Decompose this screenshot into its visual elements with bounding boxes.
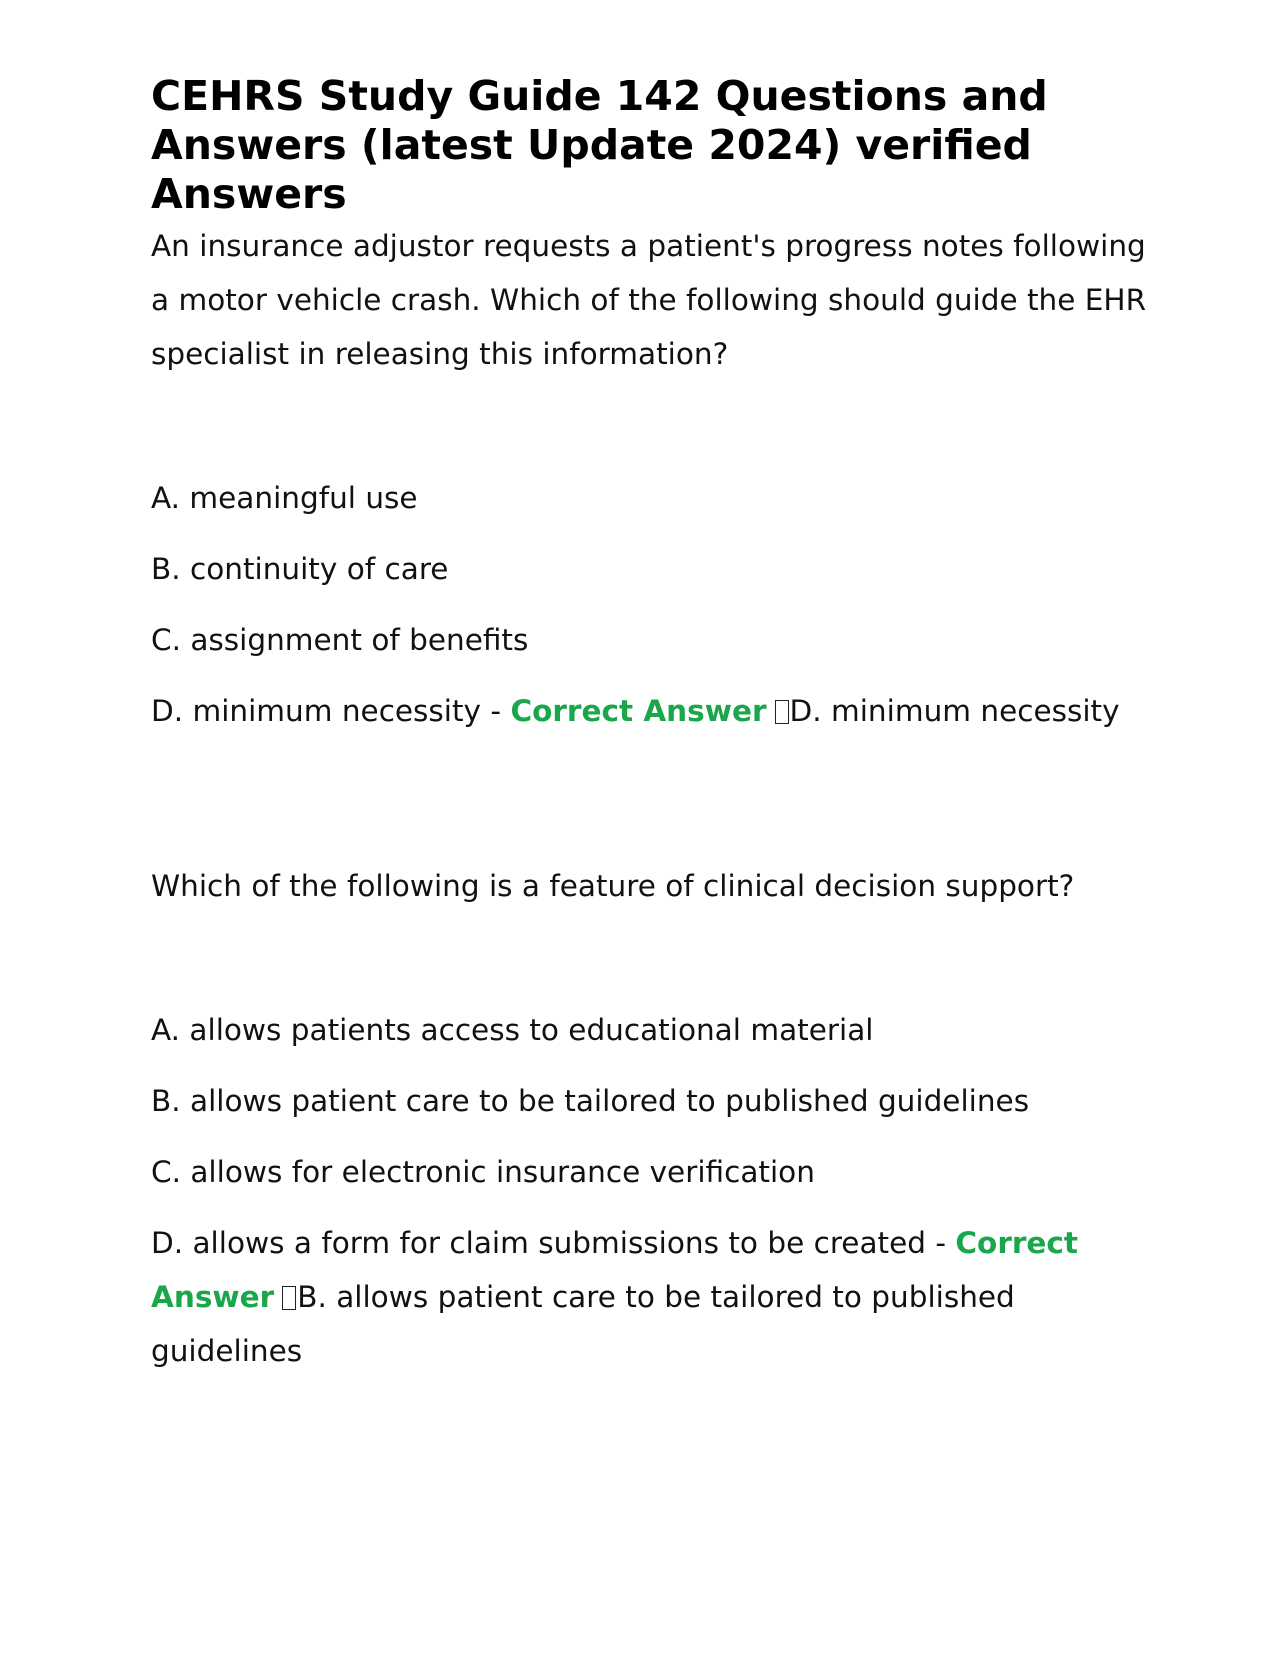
correct-answer-label: Correct Answer [151, 1226, 1079, 1314]
correct-answer-label: Correct Answer [510, 694, 767, 728]
question-block [151, 859, 1161, 1378]
spacer [151, 913, 1161, 1003]
correct-answer-text: D. minimum necessity [789, 694, 1120, 728]
option-b: B. allows patient care to be tailored to published guidelines [151, 1084, 1030, 1118]
spacer [151, 755, 1161, 859]
document-title: CEHRS Study Guide 142 Questions and Answers (latest Update 2024) verified Answers [151, 72, 1048, 218]
correct-answer-text: B. allows patient care to be tailored to published guidelines [151, 1280, 1015, 1368]
document-page [151, 72, 1161, 1395]
question-text: An insurance adjustor requests a patient's progress notes following a motor vehicle crash. Which of the following should guide the EHR specialist in releasing this information? [151, 229, 1147, 371]
answer-marker-icon [775, 700, 789, 724]
answer-marker-icon [282, 1286, 296, 1310]
question-block [151, 219, 1161, 738]
question-text: Which of the following is a feature of clinical decision support? [151, 869, 1075, 903]
option-a: A. allows patients access to educational material [151, 1013, 874, 1047]
option-d: D. minimum necessity - [151, 694, 502, 728]
option-a: A. meaningful use [151, 481, 418, 515]
option-d-with-answer [151, 1216, 1161, 1378]
spacer [151, 381, 1161, 471]
option-c: C. allows for electronic insurance verification [151, 1155, 815, 1189]
option-c: C. assignment of benefits [151, 623, 529, 657]
option-b: B. continuity of care [151, 552, 449, 586]
option-d-with-answer [151, 684, 1161, 738]
option-d: D. allows a form for claim submissions to be created - [151, 1226, 947, 1260]
